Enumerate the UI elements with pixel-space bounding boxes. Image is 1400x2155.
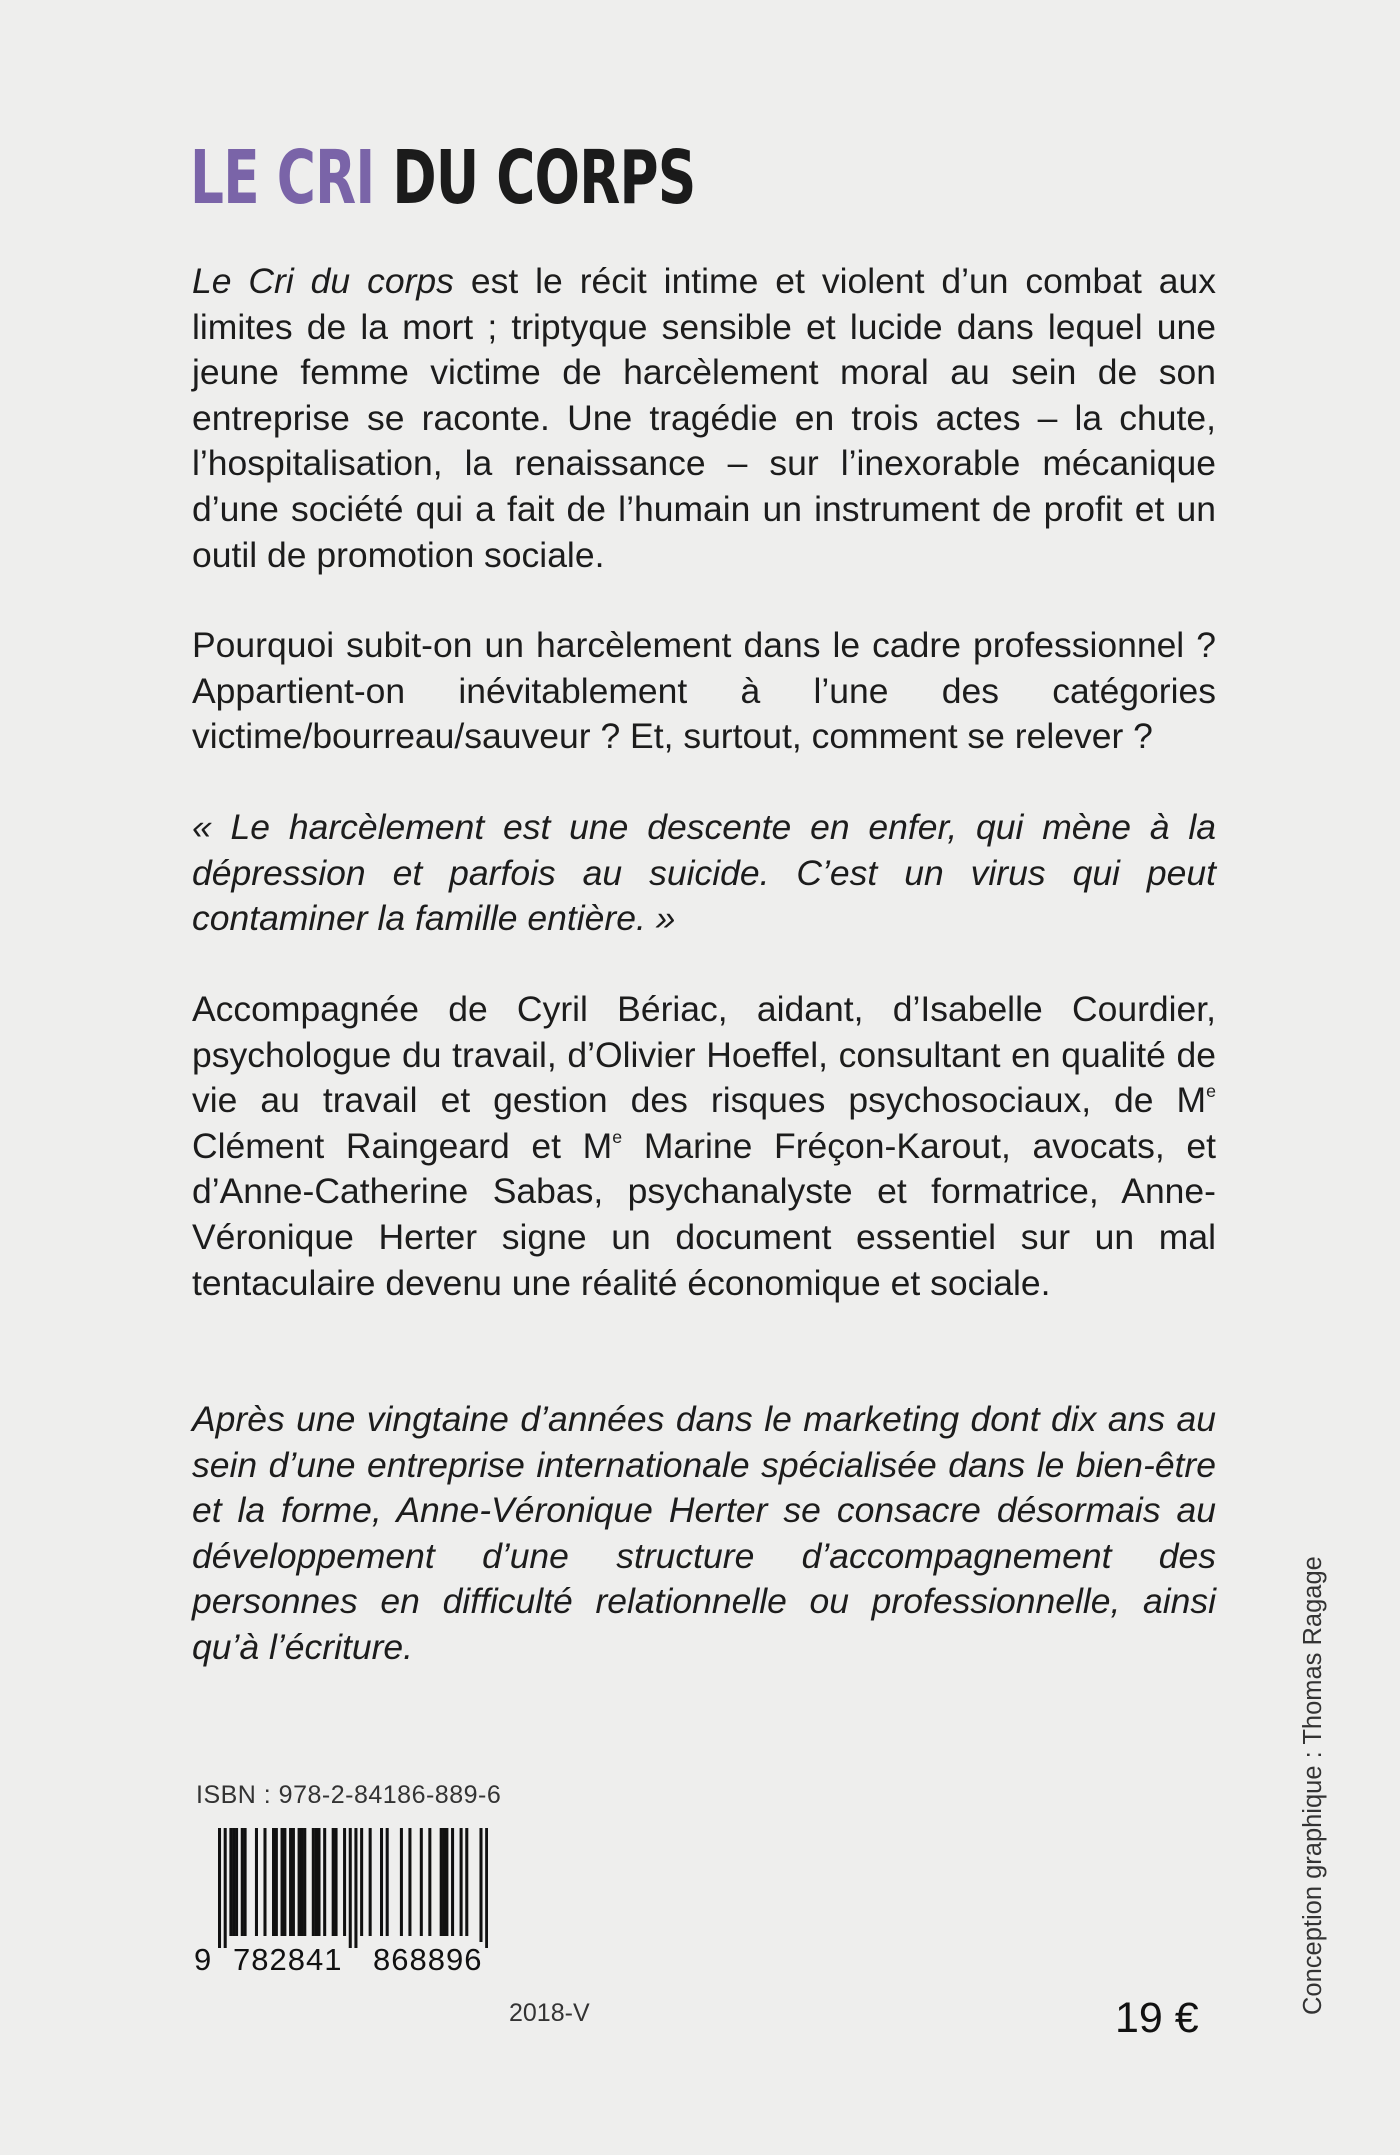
barcode-bar [224, 1828, 227, 1948]
barcode-bar [315, 1828, 318, 1936]
barcode-bar [218, 1828, 221, 1948]
barcode-first-digit: 9 [194, 1942, 212, 1977]
barcode-bar [312, 1828, 315, 1936]
barcode-bar [360, 1828, 363, 1936]
barcode-bar [369, 1828, 372, 1936]
barcode-bar [317, 1828, 320, 1936]
book-title [190, 135, 696, 221]
barcode-bar [460, 1828, 463, 1936]
barcode-bar [244, 1828, 247, 1936]
barcode-bar [343, 1828, 346, 1936]
blurb-paragraph-1 [192, 259, 1216, 578]
barcode-bar [445, 1828, 448, 1936]
barcode-bar [229, 1828, 232, 1936]
author-bio: Après une vingtaine d’années dans le marketing dont dix ans au sein d’une entreprise internationale spécialisée dans le bien-être et la forme, Anne-Véronique Herter se consacre désormais au développement d’une structure d’accompagnement des personnes en difficulté relationnelle ou professionnelle, ainsi qu’à l’écriture. [192, 1399, 1216, 1667]
contributors-part-1: Accompagnée de Cyril Bériac, aidant, d’Isabelle Courdier, psychologue du travail, d’Olivier Hoeffel, consultant en qualité de vie au travail et gestion des risques psychosociaux, de M [192, 989, 1216, 1121]
barcode-bar [380, 1828, 383, 1936]
barcode-bar [300, 1828, 303, 1936]
barcode-bar [292, 1828, 295, 1936]
edition-code: 2018-V [509, 1999, 590, 2027]
title-accent: LE CRI [190, 135, 375, 221]
barcode-bar [428, 1828, 431, 1936]
barcode-left-group: 782841 [230, 1942, 345, 1978]
barcode-bar [241, 1828, 244, 1936]
barcode-bar [400, 1828, 403, 1936]
barcode-bar [235, 1828, 238, 1936]
blurb-quote: « Le harcèlement est une descente en enfer, qui mène à la dépression et parfois au suicide. C’est un virus qui peut contaminer la famille entière. » [192, 807, 1216, 939]
blurb-paragraph-contributors [192, 987, 1216, 1306]
contributors-part-2: Clément Raingeard et M [192, 1125, 613, 1166]
barcode-bar [451, 1828, 454, 1936]
barcode-bar [479, 1828, 482, 1948]
barcode-bar [386, 1828, 389, 1936]
barcode-bar [323, 1828, 326, 1936]
maitre-superscript-1: e [1206, 1081, 1216, 1102]
book-title-italic: Le Cri du corps [192, 261, 454, 301]
barcode-bar [275, 1828, 278, 1936]
barcode-bar [335, 1828, 338, 1936]
isbn-label: ISBN : 978-2-84186-889-6 [196, 1781, 502, 1809]
barcode-bar [440, 1828, 443, 1936]
barcode-bars [218, 1828, 488, 1948]
barcode-bar [465, 1828, 468, 1936]
contributors-part-3: Marine Fréçon-Karout, avocats, et d’Anne-Catherine Sabas, psychanalyste et formatrice, Anne-Véronique Herter signe un document essentiel sur un mal tentaculaire devenu une réalité économique et sociale. [192, 1125, 1217, 1303]
barcode-digits [190, 1940, 500, 1980]
barcode-bar [298, 1828, 301, 1936]
barcode-bar [283, 1828, 286, 1936]
barcode-bar [354, 1828, 357, 1948]
barcode-bar [272, 1828, 275, 1936]
price: 19 € [1115, 1994, 1199, 2042]
barcode-bar [232, 1828, 235, 1936]
barcode-bar [289, 1828, 292, 1936]
barcode-bar [281, 1828, 284, 1936]
barcode-bar [332, 1828, 335, 1936]
barcode-right-group: 868896 [370, 1942, 485, 1978]
barcode-bar [420, 1828, 423, 1936]
title-main: DU CORPS [392, 135, 696, 221]
graphic-design-credit: Conception graphique : Thomas Ragage [1299, 1556, 1327, 2015]
barcode-bar [408, 1828, 411, 1936]
blurb-paragraph-1-text: est le récit intime et violent d’un combat aux limites de la mort ; triptyque sensible et lucide dans lequel une jeune femme victime de harcèlement moral au sein de son entreprise se raconte. Une tragédie en trois actes – la chute, l’hospitalisation, la renaissance – sur l’inexorable mécanique d’une société qui a fait de l’humain un instrument de profit et un outil de promotion sociale. [192, 261, 1217, 575]
blurb-paragraph-2: Pourquoi subit-on un harcèlement dans le cadre professionnel ? Appartient-on inévitablement à l’une des catégories victime/bourreau/sauveur ? Et, surtout, comment se relever ? [192, 625, 1216, 757]
barcode-bar [485, 1828, 488, 1948]
barcode [190, 1828, 500, 1978]
barcode-bar [443, 1828, 446, 1936]
maitre-superscript-2: e [612, 1126, 623, 1147]
barcode-bar [349, 1828, 352, 1948]
barcode-bar [263, 1828, 266, 1936]
barcode-bar [255, 1828, 258, 1936]
barcode-bar [303, 1828, 306, 1936]
